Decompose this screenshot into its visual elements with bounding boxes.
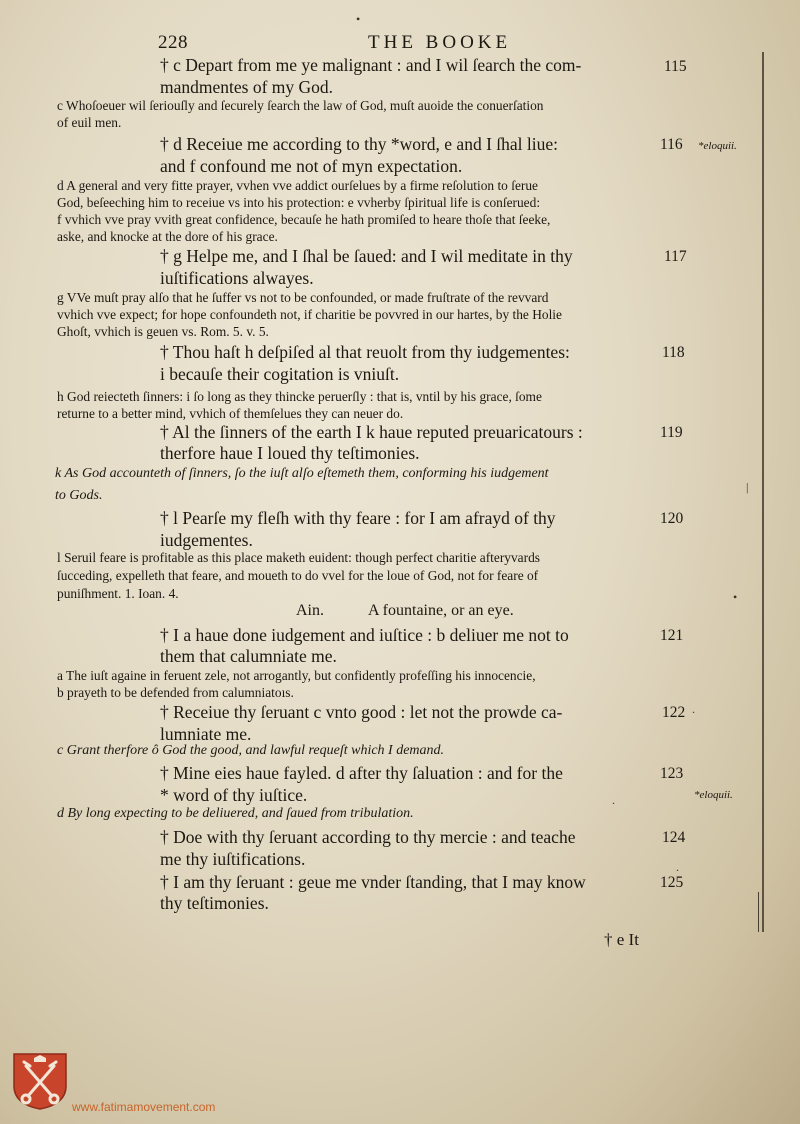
verse-line: iudgementes. — [160, 530, 253, 550]
note-line: l Seruil feare is profitable as this place maketh euident: though perfect charitie afteryvards — [57, 550, 540, 565]
note-line: c Whoſoeuer wil ſeriouſly and ſecurely ſearch the law of God, muſt auoide the conuerſation — [57, 98, 544, 113]
note-line: God, beſeeching him to receiue vs into his protection: e vvherby ſpiritual life is conſerued: — [57, 195, 541, 210]
verse-line: them that calumniate me. — [160, 646, 337, 666]
note-line: vvhich vve expect; for hope confoundeth not, if charitie be povvred in our hartes, by the Holie — [57, 307, 562, 322]
verse-line: † I am thy ſeruant : geue me vnder ſtanding, that I may know — [160, 872, 586, 892]
margin-note: *eloquii. — [694, 789, 733, 801]
verse-line: mandmentes of my God. — [160, 77, 334, 97]
crossed-keys-icon — [12, 1052, 68, 1110]
ink-speck: . — [612, 793, 615, 807]
verse-line: * word of thy iuſtice. — [160, 785, 308, 805]
margin-note: *eloquii. — [698, 140, 737, 152]
verse-line: † c Depart from me ye malignant : and I wil ſearch the com- — [160, 55, 582, 75]
verse-line: † l Pearſe my fleſh with thy feare : for I am afrayd of thy — [160, 508, 556, 528]
verse-number: 125 — [660, 874, 684, 891]
catchword: † e It — [604, 930, 639, 949]
verse-number: 119 — [660, 424, 683, 441]
note-line: c Grant therfore ô God the good, and lawful requeſt which I demand. — [57, 743, 445, 758]
verse-number: 120 — [660, 510, 684, 527]
verse-line: † g Helpe me, and I ſhal be ſaued: and I wil meditate in thy — [160, 246, 573, 266]
note-line: aske, and knocke at the dore of his grace. — [57, 229, 278, 244]
page-number: 228 — [158, 32, 188, 53]
ink-speck: | — [746, 480, 749, 494]
section-letter: Ain. — [296, 602, 324, 619]
verse-line: therfore haue I loued thy teſtimonies. — [160, 443, 420, 463]
note-line: to Gods. — [55, 488, 103, 503]
page-header — [158, 32, 758, 56]
ink-speck: • — [733, 590, 738, 604]
note-line: of euil men. — [57, 115, 122, 130]
note-line: f vvhich vve pray vvith great confidence, becauſe he hath promiſed to heare thoſe that ſeeke, — [57, 212, 551, 227]
page-edge-rule — [762, 52, 764, 932]
note-line: a The iuſt againe in feruent zele, not arrogantly, but confidently profeſſing his innocencie, — [57, 668, 536, 683]
verse-number: 122 — [662, 704, 686, 721]
note-line: b prayeth to be defended from calumniatoıs. — [57, 685, 294, 700]
verse-line: † d Receiue me according to thy *word, e and I ſhal liue: — [160, 134, 558, 154]
verse-line: † Receiue thy ſeruant c vnto good : let not the prowde ca- — [160, 702, 563, 722]
watermark-link[interactable]: www.fatimamovement.com — [72, 1100, 216, 1114]
verse-line: lumniate me. — [160, 724, 252, 744]
note-line: d A general and very fitte prayer, vvhen vve addict ourſelues by a firme reſolution to ſerue — [57, 178, 538, 193]
verse-line: † Al the ſinners of the earth I k haue reputed preuaricatours : — [160, 422, 583, 442]
verse-number: 123 — [660, 765, 684, 782]
verse-number: 118 — [662, 344, 685, 361]
verse-line: † I a haue done iudgement and iuſtice : b deliuer me not to — [160, 625, 569, 645]
running-title: THE BOOKE — [368, 32, 512, 53]
verse-line: thy teſtimonies. — [160, 893, 269, 913]
verse-number: 124 — [662, 829, 686, 846]
verse-number: 115 — [664, 58, 687, 75]
verse-line: and f confound me not of myn expectation. — [160, 156, 463, 176]
verse-number: 117 — [664, 248, 687, 265]
verse-line: † Mine eies haue fayled. d after thy ſaluation : and for the — [160, 763, 563, 783]
verse-number: 121 — [660, 627, 684, 644]
note-line: Ghoſt, vvhich is geuen vs. Rom. 5. v. 5. — [57, 324, 269, 339]
note-line: ſucceding, expelleth that feare, and moueth to do vvel for the loue of God, not for feare of — [57, 568, 539, 583]
verse-line: † Thou haſt h deſpiſed al that reuolt from thy iudgementes: — [160, 342, 570, 362]
keys-emblem-logo — [12, 1052, 68, 1110]
note-line: d By long expecting to be deliuered, and ſaued from tribulation. — [57, 806, 414, 821]
verse-line: iuſtifications alwayes. — [160, 268, 314, 288]
note-line: h God reiecteth ſinners: i ſo long as they thincke peruerſly : that is, vntil by his grace, ſome — [57, 389, 542, 404]
ink-speck: . — [692, 702, 695, 716]
note-line: g VVe muſt pray alſo that he ſuffer vs not to be confounded, or made fruſtrate of the revvard — [57, 290, 549, 305]
ink-speck: • — [356, 12, 361, 26]
verse-line: † Doe with thy ſeruant according to thy mercie : and teache — [160, 827, 576, 847]
verse-line: me thy iuſtifications. — [160, 849, 306, 869]
verse-line: i becauſe their cogitation is vniuſt. — [160, 364, 400, 384]
section-meaning: A fountaine, or an eye. — [368, 602, 514, 619]
page-edge-rule — [758, 892, 759, 932]
note-line: k As God accounteth of ſinners, ſo the iuſt alſo eſtemeth them, conforming his iudgement — [55, 466, 549, 481]
note-line: returne to a better mind, vvhich of themſelues they can neuer do. — [57, 406, 404, 421]
ink-speck: . — [676, 860, 679, 874]
verse-number: 116 — [660, 136, 683, 153]
note-line: puniſhment. 1. Ioan. 4. — [57, 586, 179, 601]
